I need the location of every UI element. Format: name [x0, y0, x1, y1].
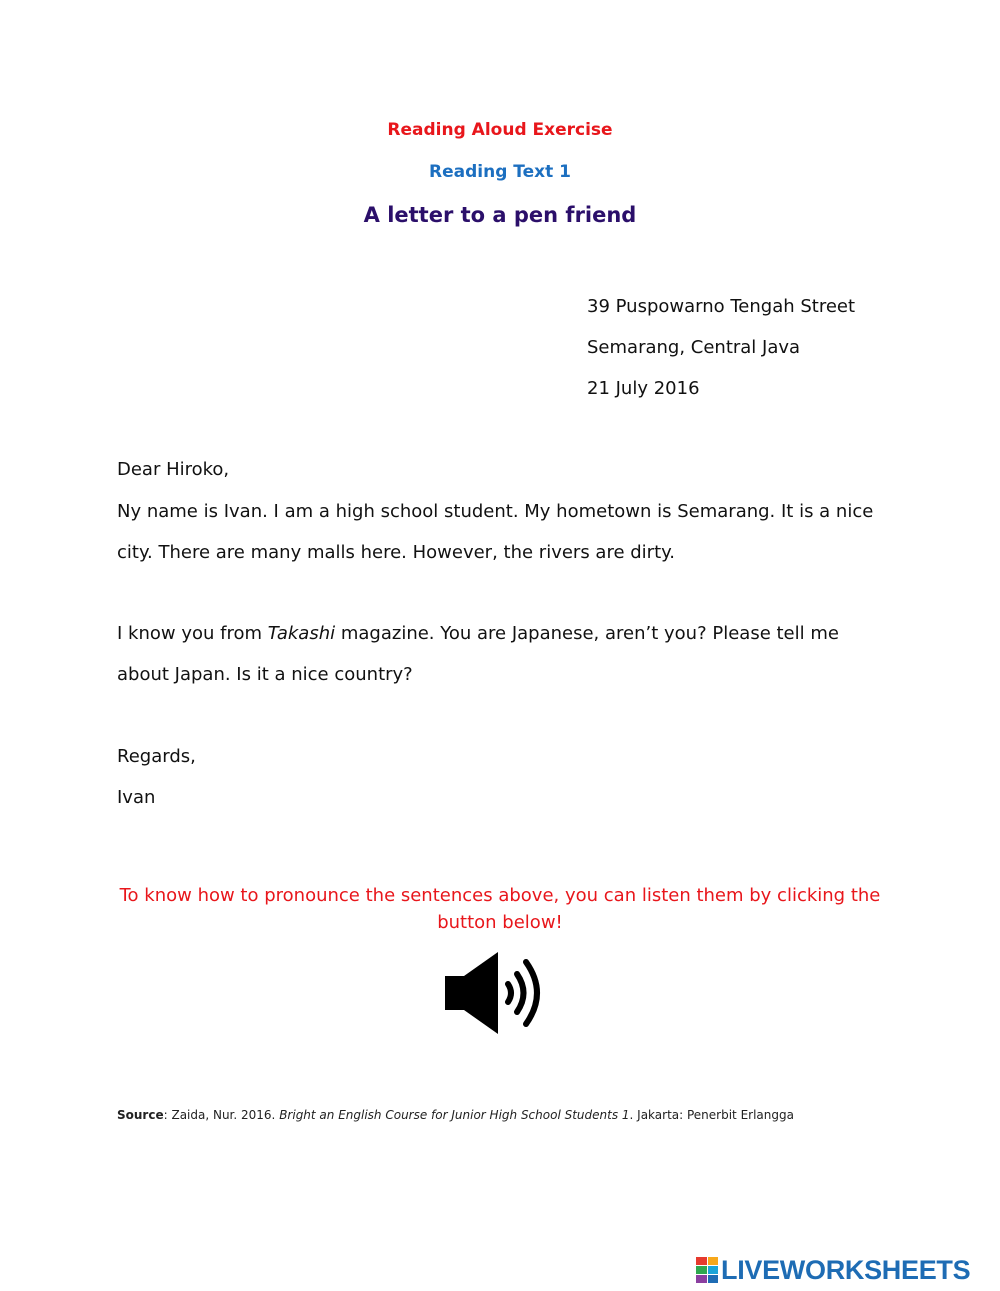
- logo-blocks-icon: [696, 1257, 718, 1283]
- letter-signature: Ivan: [117, 787, 156, 808]
- source-citation: [117, 1108, 794, 1122]
- paragraph-2-line-2: about Japan. Is it a nice country?: [117, 664, 413, 685]
- paragraph-1-line-2: city. There are many malls here. However, the rivers are dirty.: [117, 542, 675, 563]
- speaker-volume-icon: [440, 948, 550, 1038]
- source-author: : Zaida, Nur. 2016.: [163, 1108, 280, 1122]
- exercise-title: Reading Aloud Exercise: [387, 120, 613, 140]
- address-street: 39 Puspowarno Tengah Street: [587, 296, 856, 317]
- play-audio-button[interactable]: [440, 948, 550, 1038]
- letter-closing: Regards,: [117, 746, 196, 767]
- paragraph-2-text-end: magazine. You are Japanese, aren’t you? Please tell me: [335, 623, 839, 644]
- liveworksheets-logo[interactable]: [696, 1254, 970, 1286]
- reading-text-label: Reading Text 1: [429, 162, 571, 182]
- paragraph-2-text-start: I know you from: [117, 623, 268, 644]
- source-book-title: Bright an English Course for Junior High School Students 1: [279, 1108, 630, 1122]
- paragraph-2-line-1: [117, 623, 839, 644]
- source-label: Source: [117, 1108, 164, 1122]
- letter-date: 21 July 2016: [587, 378, 700, 399]
- letter-title: A letter to a pen friend: [363, 203, 637, 227]
- letter-greeting: Dear Hiroko,: [117, 459, 230, 480]
- paragraph-1-line-1: Ny name is Ivan. I am a high school student. My hometown is Semarang. It is a nice: [117, 501, 874, 522]
- logo-text: LIVEWORKSHEETS: [721, 1254, 971, 1285]
- magazine-name: Takashi: [267, 623, 336, 644]
- address-city: Semarang, Central Java: [587, 337, 801, 358]
- audio-instruction: To know how to pronounce the sentences above, you can listen them by clicking the button below!: [119, 885, 881, 933]
- source-publisher: . Jakarta: Penerbit Erlangga: [629, 1108, 794, 1122]
